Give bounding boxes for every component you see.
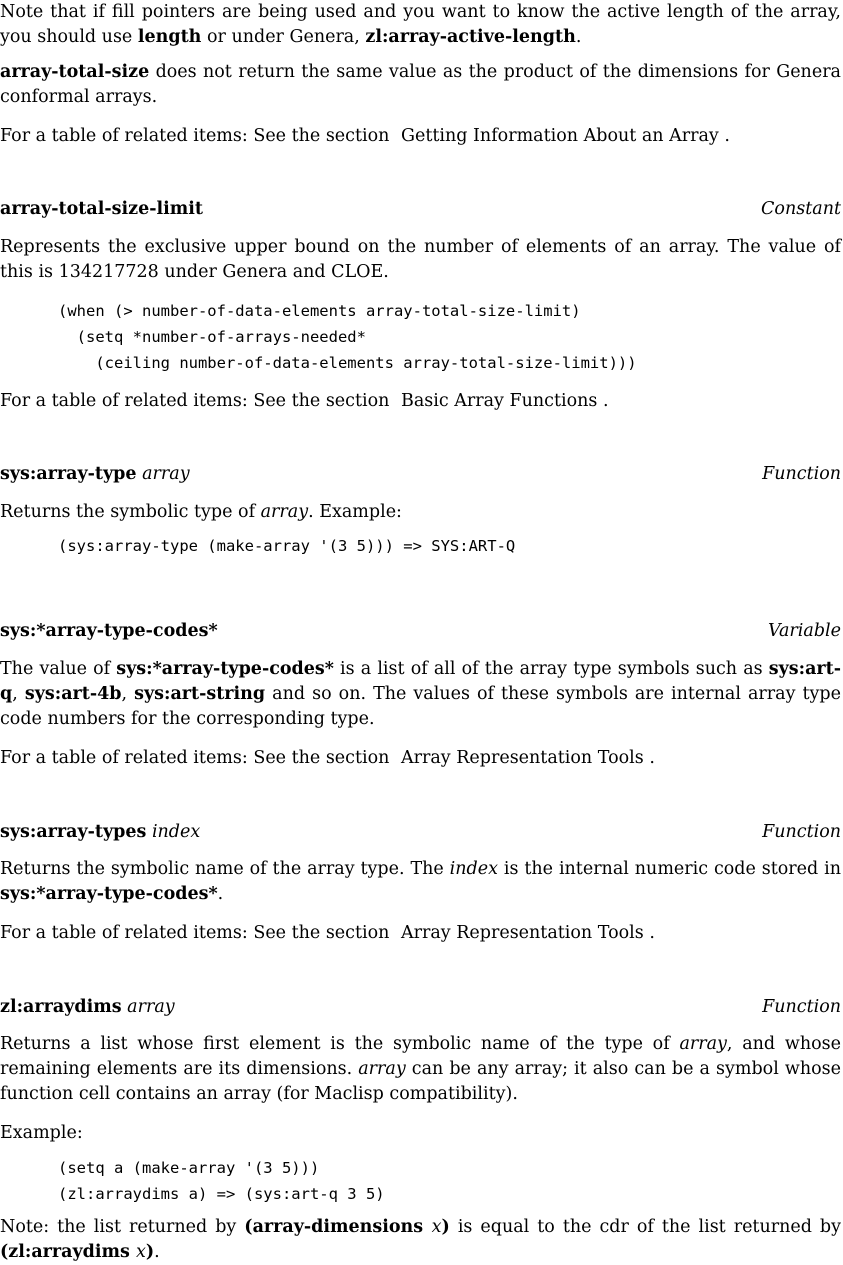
entry-see-also: For a table of related items: See the section Array Representation Tools . [0, 923, 655, 943]
entry-heading [0, 820, 841, 845]
entry-heading [0, 619, 841, 644]
entry-description: Returns the symbolic type of array. Example: [0, 502, 402, 522]
entry-description: Returns the symbolic name of the array type. The index is the internal numeric code stored in sys:*array-type-codes*. [0, 859, 842, 904]
entry-heading [0, 995, 841, 1020]
entry-argument: array [127, 997, 175, 1017]
entry-name: zl:arraydims [0, 997, 122, 1017]
entry-kind: Variable [767, 621, 841, 641]
entry-see-also: For a table of related items: See the section Array Representation Tools . [0, 748, 655, 768]
entry-kind: Function [762, 997, 841, 1017]
cross-reference-link[interactable]: Array Representation Tools [400, 923, 644, 943]
example-label: Example: [0, 1123, 83, 1143]
entry-description: Represents the exclusive upper bound on the number of elements of an array. The value of this is 134217728 under Genera and CLOE. [0, 237, 841, 282]
cross-reference-link[interactable]: Getting Information About an Array [400, 126, 719, 146]
code-example: (sys:array-type (make-array '(3 5))) => SYS:ART-Q [58, 537, 516, 555]
cross-reference-link[interactable]: Basic Array Functions [400, 391, 598, 411]
entry-kind: Function [762, 822, 841, 842]
entry-argument: array [142, 464, 190, 484]
entry-name: sys:array-types [0, 822, 147, 842]
entry-heading [0, 462, 841, 487]
entry-argument: index [151, 822, 201, 842]
entry-kind: Constant [761, 199, 841, 219]
entry-heading [0, 197, 841, 222]
intro-paragraph-fill-pointers: Note that if fill pointers are being used and you want to know the active length of the array, you should use length or under Genera, zl:array-active-length. [0, 2, 841, 47]
code-example: (when (> number-of-data-elements array-total-size-limit) (setq *number-of-arrays-needed* (ceiling number-of-data-elements array-total-size-limit))) [58, 302, 637, 372]
code-example: (setq a (make-array '(3 5))) (zl:arraydims a) => (sys:art-q 3 5) [58, 1159, 385, 1203]
entry-see-also: For a table of related items: See the section Basic Array Functions . [0, 391, 609, 411]
intro-paragraph-total-size: array-total-size does not return the same value as the product of the dimensions for Genera conformal arrays. [0, 62, 841, 107]
cross-reference-link[interactable]: Array Representation Tools [400, 748, 644, 768]
entry-note: Note: the list returned by (array-dimensions x) is equal to the cdr of the list returned by (zl:arraydims x). [0, 1217, 842, 1262]
entry-name: array-total-size-limit [0, 199, 204, 219]
intro-see-also: For a table of related items: See the section Getting Information About an Array . [0, 126, 730, 146]
entry-description: The value of sys:*array-type-codes* is a list of all of the array type symbols such as sys:art-q, sys:art-4b, sys:art-string and so on. The values of these symbols are internal array type code numbers for the corresponding type. [0, 659, 841, 729]
entry-kind: Function [762, 464, 841, 484]
entry-name: sys:array-type [0, 464, 137, 484]
entry-description: Returns a list whose first element is the symbolic name of the type of array, and whose remaining elements are its dimensions. array can be any array; it also can be a symbol whose function cell contains an array (for Maclisp compatibility). [0, 1034, 841, 1104]
entry-name: sys:*array-type-codes* [0, 621, 218, 641]
